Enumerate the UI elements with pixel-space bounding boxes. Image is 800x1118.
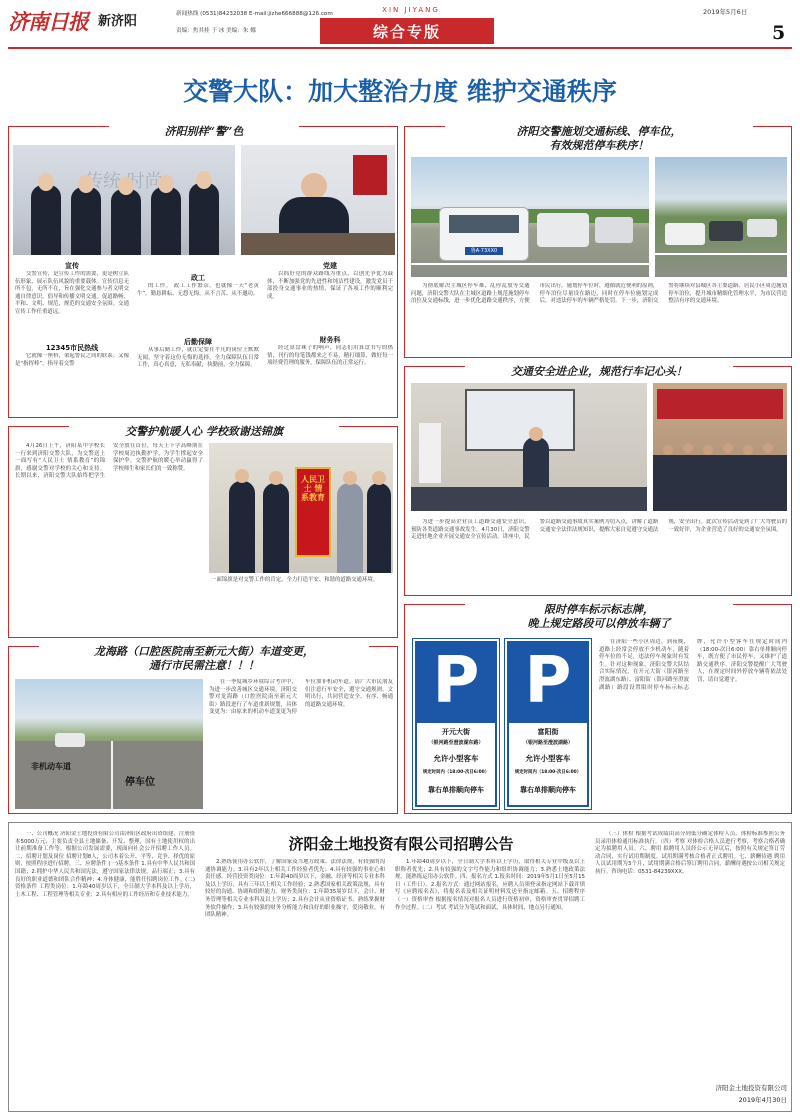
section-title-line1: 限时停车标示标志牌， [465, 603, 733, 617]
sign-rule-3: 靠右单排顺向停车 [520, 786, 576, 794]
sign-rule-1: 允许小型客车 [525, 754, 571, 763]
edition-name: 新济阳 [98, 14, 138, 29]
notice-col-2: 2.熟练使用办公软件，了解国家及当地方政策、法律法规，有较强的沟通协调能力；3.具有2年以上相关工作经验者优先；4.具有较强的事业心和责任感。经营投资类岗位：1.年龄40周岁以下，金融、经济等相关专业本科及以上学历，具有三年以上相关工作经验；2.熟悉国家相关政策法规，具有较好的沟通、协调和组织能力。财务类岗位：1.年龄35周岁以下，会计、财务管理等相关专业本科及以上学历；2.具有会计从业资格证书，熟练掌握财务软件操作；3.具有较强的财务分析能力和良好的职业操守，爱岗敬业，有团队精神。 [205, 859, 385, 919]
parked-cars-photo-2 [655, 157, 787, 277]
masthead-rule [8, 47, 792, 49]
notice-title: 济阳金土地投资有限公司招聘公告 [288, 835, 514, 853]
item-head-finance: 财务科 [319, 336, 341, 344]
sign-range: （银河路至澄波湖路） [522, 740, 573, 746]
notice-col-3: 1.年龄40周岁以下，全日制大学本科以上学历，取得相关专业中级及以上职称者优先；2.具有较强的文字写作能力和组织协调能力；3.熟悉土地政策法规，能熟练运用办公软件。四、报名方式 1.报名时间：2019年5月1日至5月15日（工作日）。2.报名方式：通过网站报名，应聘人员须登录指定网站下载并填写《应聘报名表》，将报名表及相关证明材料发送至指定邮箱。五、招聘程序 （一）资格审查 根据报名情况对报名人员进行资格初审，资格审查贯穿招聘工作全过程。（二）考试 考试分为笔试和面试，具体时间、地点另行通知。 [395, 859, 585, 911]
sign-street: 开元大街 [442, 728, 470, 736]
lane-change-body: 在一季度城乡环境综合考评中，为进一步改善城区交通环境，济阳交警对龙海路（口腔医院南至新元大街）路段进行了车道重新规划，具体变更为：由原来的机动车道变更为停车位加非机动车道。请广大市民朋友们注意行车安全，遵守交通规则，文明出行，共同营造安全、有序、畅通的道路交通环境。 [209, 679, 393, 716]
hotline-text: 新闻热线 (0531)84232038 E-mail:jizhe666888@126.com [176, 11, 333, 17]
section-title: 交警护航暖人心 学校致谢送锦旗 [69, 425, 339, 439]
item-body-logistics: 从事后勤工作，就注定要在平凡的岗位上默默无闻，坚守着这份无悔的选择。全力保障队伍日常工作，真心真意，无私奉献，执勤前，全力保障。 [137, 347, 259, 369]
officer-desk-photo [241, 145, 395, 255]
item-body-hotline: 它就像一座桥，架起警民之间的联系；又像是“指挥棒”，指导着交警 [15, 353, 129, 367]
sign-letter: P [432, 644, 480, 718]
page-number: 5 [772, 22, 786, 44]
banner-presentation-photo [209, 443, 393, 573]
main-headline: 交警大队：加大整治力度 维护交通秩序 [183, 77, 617, 106]
lecture-photo-2 [653, 383, 787, 511]
section-title-line1: 济阳交警施划交通标线、停车位， [445, 125, 753, 139]
section-enterprise-safety [404, 366, 792, 596]
photo-caption: 一面锦旗是对交警工作的肯定，全力打造平安、和谐的道路交通环境。 [211, 577, 379, 583]
sign-street: 富阳街 [537, 728, 559, 736]
timed-parking-body: 在济阳一些小区周边，到夜晚，道路上经常会停放不少机动车，随着停车位的不足，违法停车现象时有发生。针对这种现象，济阳交警大队结合实际情况，在开元大街（银河路至澄波湖东路）、富阳街（银河路至澄波湖路）路段设置限时停车标示标志牌，允许小型客车在规定时间内（18:00-次日6:00）靠右单排顺向停车，既方便了市民停车，又维护了道路交通秩序。济阳交警提醒广大驾驶人，在规定时间外停放车辆将依法处罚，请自觉遵守。 [599, 639, 787, 691]
masthead [0, 0, 800, 54]
policewomen-photo [13, 145, 235, 255]
photo-backdrop-text: 传统 时尚 [85, 171, 163, 192]
section-title-line2: 有效规范停车秩序！ [549, 139, 649, 152]
section-title: 交通安全进企业，规范行车记心头！ [465, 365, 733, 379]
enterprise-safety-body: 为进一步提高企业员工道路交通安全意识，预防各类道路交通事故发生，4月30日，济阳交警走进驻地企业开展交通安全宣传活动。讲座中，民警以道路交通事故真实案例为切入点，讲解了道路交通安全法律法规知识，提醒大家自觉遵守交通法规，安全出行。此次宣传活动受到了广大驾驶员的一致好评，为企业营造了良好的交通安全氛围。 [411, 519, 787, 541]
text-col-1 [15, 261, 129, 415]
text-col-3 [267, 261, 393, 415]
sign-rule-2: 规定时间内（18:00-次日6:00） [422, 770, 490, 775]
road-label-bike-lane: 非机动车道 [31, 762, 71, 771]
recruitment-notice [8, 822, 792, 1112]
issue-date: 2019年5月6日 [703, 8, 748, 16]
section-title-line2: 晚上规定路段可以停放车辆了 [527, 617, 671, 630]
notice-col-4: （三）体检 根据考试成绩由高分到低分确定体检人员，体检标准参照公务员录用体检通用标准执行。（四）考察 对体检合格人员进行考察，考察合格者确定为拟聘用人员。六、聘用 拟聘用人员经公示无异议后，按照有关规定签订劳动合同，实行试用期制度。试用期满考核合格者正式聘用。七、薪酬待遇 聘用人员试用期为3个月，试用期满合格后签订聘用合同，薪酬待遇按公司相关规定执行。咨询电话：0531-84239XXX。 [595, 831, 785, 875]
road-label-parking: 停车位 [125, 777, 155, 788]
notice-col-1: 一、公司概况 济阳金土地投资有限公司由济阳区政府出资组建，注册资本5000万元，主要负责全县土地储备、开发、整理，国有土地使用权的出让前期准备工作等。根据公司发展需要，现面向社会公开招聘工作人员。二、招聘计划及岗位 招聘计划8人，公司本着公开、平等、竞争、择优的原则，按照程序进行招聘。三、应聘条件 (一)基本条件 1.具有中华人民共和国国籍；2.拥护中华人民共和国宪法，遵守国家法律法规，品行端正；3.具有良好的职业道德和团队合作精神；4.身体健康，能胜任招聘岗位工作。(二)资格条件 工程类岗位：1.年龄40周岁以下，全日制大学本科及以上学历，土木工程、工程管理等相关专业；2.具有相应的工作经历和专业技术能力。 [15, 831, 195, 898]
notice-signature: 济阳金土地投资有限公司 [715, 1084, 787, 1092]
section-school-banner [8, 426, 398, 638]
license-plate: 鲁A·73XX0 [465, 247, 503, 255]
parking-sign-2 [505, 639, 591, 809]
section-title-line2: 通行市民需注意！！！ [149, 659, 259, 672]
item-head-hotline: 12345市民热线 [45, 344, 99, 352]
notice-sign-date: 2019年4月30日 [738, 1096, 787, 1104]
parking-lines-body: 为彻底解决主城区停车难、乱停乱放等交通问题，济阳交警大队在主城区道路上规范施划停车泊位及交通标线，进一步优化道路交通秩序，方便市民出行。施划停车位时，遵循就近便利的原则，停车泊位尽量设在路边，同时在停车位施划完成后，对违法停车的车辆严格处罚。下一步，济阳交警将继续对县城区各主要道路、居民小区周边施划停车泊位，提升城市精细化管理水平，为市民营造整洁有序的交通环境。 [411, 283, 787, 305]
parking-sign-1 [413, 639, 499, 809]
sign-rule-2: 规定时间内（18:00-次日6:00） [514, 770, 582, 775]
silk-banner-text: 人民卫士 情系教育 [301, 475, 325, 502]
section-label: 综合专版 [372, 23, 441, 41]
item-head-logistics: 后勤保障 [184, 338, 212, 346]
road-photo [15, 679, 203, 809]
section-title: 济阳别样“警”色 [109, 125, 299, 139]
sign-letter: P [524, 644, 572, 718]
item-body-publicity: 交警宣传，是宣传工作的需要，更是树立队伍形象、展示队伍风貌的重要载体。宣传信息无所不包，无所不在，旨在强化交通参与者文明交通自律意识，倡导和传播文明交通。促道路畅、平和、文明、规范，规范的交通安全氛围。交通宣传工作任重道远。 [15, 271, 129, 315]
section-timed-parking [404, 604, 792, 814]
section-lane-change [8, 646, 398, 814]
school-banner-body: 4月26日上午，济阳某中学校长一行来到济阳交警大队，为交警送上一面写有“人民卫士 情系教育”的锦旗，感谢交警对学校的关心和支持。长期以来，济阳交警大队始终把学生安全放在首位，每天上下学高峰期在学校周边执勤护学，为学生撑起安全保护伞。交警护航的暖心举动赢得了学校师生和家长们的一致称赞。 [15, 443, 203, 480]
pinyin-label: XIN JIYANG [382, 6, 440, 14]
section-police-colors [8, 126, 398, 418]
editor-credits: 责编：焦其桂 于 冰 美编：朱 娜 [176, 28, 256, 34]
sign-rule-1: 允许小型客车 [433, 754, 479, 763]
sign-range: （银河路至澄波湖东路） [428, 740, 484, 746]
text-col-2 [137, 261, 259, 415]
section-parking-lines [404, 126, 792, 358]
item-body-political: 的工作。 政工工作繁杂，也就像一天“老黄牛”，勤恳耕耘、无怨无悔，从不言苦、从不邀功。 [137, 283, 259, 297]
item-head-political: 政工 [191, 274, 205, 282]
section-title-line1: 龙海路（口腔医院南至新元大街）车道变更， [39, 645, 369, 659]
parked-cars-photo-1 [411, 157, 649, 277]
item-head-party: 党建 [323, 262, 337, 270]
sign-rule-3: 靠右单排顺向停车 [428, 786, 484, 794]
item-body-finance: 经过算盘珠子的响声，同志们用算盘书写的热情，刊行的每笔钱都来之不易，精打细算，做好每一项经费管理的服务，保障队伍的正常运行。 [267, 345, 393, 367]
lecture-photo-1 [411, 383, 647, 511]
item-body-party: 以抓好党的群众路线为重点，以创先争优为载体，不断加强党的先进性和纯洁性建设，激发党员干部投身交通事业的热情，保证了各项工作的顺利完成。 [267, 271, 393, 300]
newspaper-logo: 济南日报 [8, 9, 88, 34]
item-head-publicity: 宣传 [65, 262, 79, 270]
